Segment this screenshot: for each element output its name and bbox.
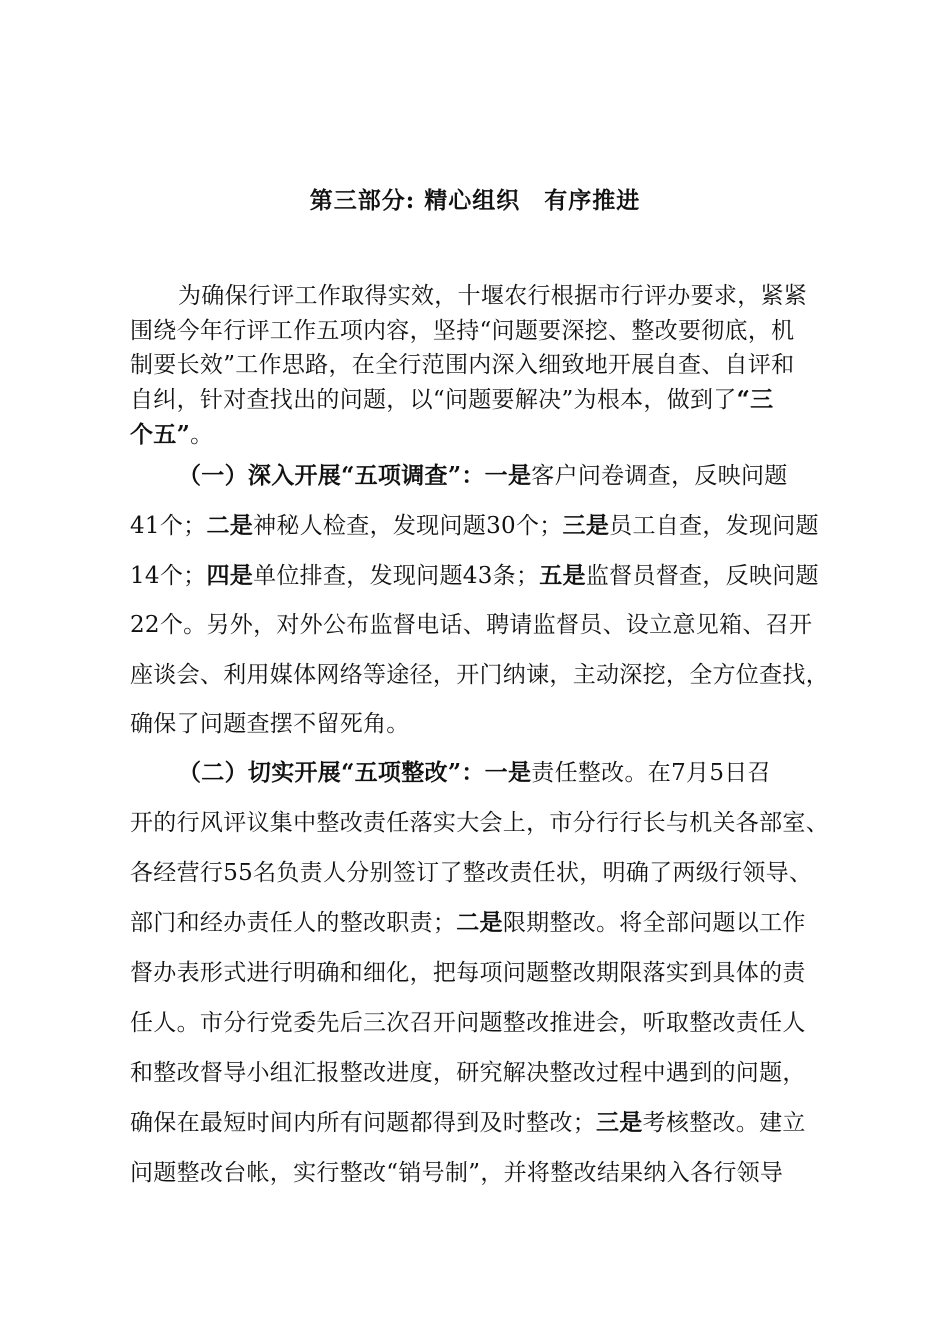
- text-span: 。: [190, 422, 214, 448]
- section-heading: （一）深入开展“五项调查”：: [178, 462, 485, 489]
- text-line: [130, 385, 773, 415]
- bold-span: 五是: [539, 562, 586, 589]
- text-line: 和整改督导小组汇报整改进度，研究解决整改过程中遇到的问题，: [130, 1060, 806, 1086]
- bold-span: 一是: [484, 759, 532, 786]
- text-line: 问题整改台帐，实行整改“销号制”，并将整改结果纳入各行领导: [130, 1160, 784, 1186]
- text-line: [178, 758, 771, 788]
- text-span: 神秘人检查，发现问题30个；: [253, 513, 563, 539]
- section-heading: （二）切实开展“五项整改”：: [178, 759, 485, 786]
- text-line: 开的行风评议集中整改责任落实大会上，市分行行长与机关各部室、: [130, 810, 829, 836]
- text-line: [130, 420, 213, 450]
- text-span: 确保在最短时间内所有问题都得到及时整改；: [130, 1110, 596, 1136]
- bold-span: “三: [736, 386, 774, 413]
- text-span: 客户问卷调查，反映问题: [531, 463, 788, 489]
- text-line: 督办表形式进行明确和细化，把每项问题整改期限落实到具体的责: [130, 960, 806, 986]
- bold-span: 三是: [562, 512, 610, 539]
- text-line: 围绕今年行评工作五项内容，坚持“问题要深挖、整改要彻底，机: [130, 318, 795, 344]
- text-line: 制要长效”工作思路，在全行范围内深入细致地开展自查、自评和: [130, 352, 795, 378]
- bold-span: 四是: [206, 562, 254, 589]
- text-line: [178, 461, 788, 491]
- text-span: 考核整改。建立: [642, 1110, 806, 1136]
- text-line: 座谈会、利用媒体网络等途径，开门纳谏，主动深挖，全方位查找，: [130, 662, 829, 688]
- page-title: 第三部分: 精心组织 有序推进: [309, 187, 641, 214]
- text-line: [130, 908, 806, 938]
- text-span: 责任整改。在7月5日召: [531, 760, 771, 786]
- text-line: 确保了问题查摆不留死角。: [130, 711, 410, 737]
- text-line: [130, 511, 819, 541]
- text-line: 为确保行评工作取得实效，十堰农行根据市行评办要求，紧紧: [178, 283, 808, 309]
- bold-span: 三是: [596, 1109, 643, 1136]
- text-span: 自纠，针对查找出的问题，以“问题要解决”为根本，做到了: [130, 387, 737, 413]
- text-span: 14个；: [130, 563, 207, 589]
- text-span: 单位排查，发现问题43条；: [253, 563, 540, 589]
- text-line: 任人。市分行党委先后三次召开问题整改推进会，听取整改责任人: [130, 1010, 806, 1036]
- text-line: 各经营行55名负责人分别签订了整改责任状，明确了两级行领导、: [130, 860, 813, 886]
- text-line: 22个。另外，对外公布监督电话、聘请监督员、设立意见箱、召开: [130, 612, 813, 638]
- text-span: 41个；: [130, 513, 207, 539]
- text-span: 限期整改。将全部问题以工作: [502, 910, 806, 936]
- text-span: 员工自查，发现问题: [609, 513, 819, 539]
- bold-span: 二是: [456, 909, 503, 936]
- text-span: 监督员督查，反映问题: [585, 563, 819, 589]
- text-span: 部门和经办责任人的整改职责；: [130, 910, 457, 936]
- bold-span: 二是: [206, 512, 254, 539]
- text-line: [130, 561, 819, 591]
- bold-span: 一是: [484, 462, 532, 489]
- bold-span: 个五”: [130, 421, 191, 448]
- text-line: [130, 1108, 806, 1138]
